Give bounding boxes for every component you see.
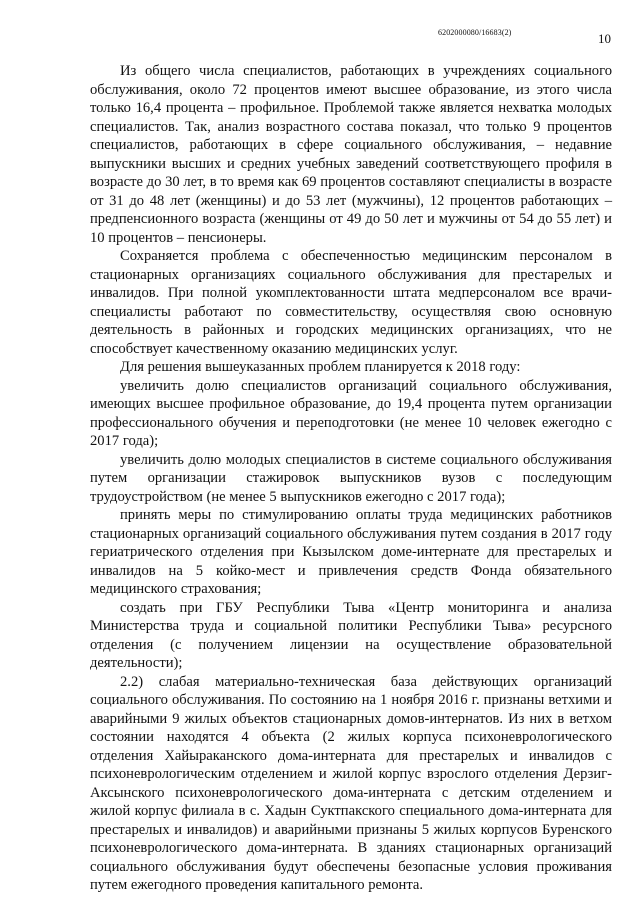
paragraph-material-base: 2.2) слабая материально-техническая база действующих организаций социального обслуживания. По состоянию на 1 ноября 2016 г. признаны ветхими и аварийными 9 жилых объектов стационарных домов-интернатов. Из них в ветхом состоянии находятся 4 объекта (2 жилых корпуса психоневрологического отделения Хайыраканского дома-интерната для престарелых и инвалидов с психоневрологическим отделением и жилой корпус взрослого отделения Дерзиг-Аксынского психоневрологического дома-интерната с детским отделением и жилой корпус филиала в с. Хадын Суктпакского специального дома-интерната для престарелых и инвалидов) и аварийными признаны 5 жилых корпусов Буренского психоневрологического дома-интерната. В зданиях стационарных организаций социального обслуживания будут обеспечены безопасные условия проживания путем ежегодного проведения капитального ремонта. (90, 673, 612, 893)
body-text (90, 62, 612, 895)
document-code: 6202000080/16683(2) (438, 28, 512, 37)
paragraph-plans-intro: Для решения вышеуказанных проблем планируется к 2018 году: (120, 359, 521, 375)
page-number: 10 (598, 31, 611, 46)
paragraph-plan-pay-stimulation: принять меры по стимулированию оплаты труда медицинских работников стационарных организаций социального обслуживания путем создания в 2017 году гериатрического отделения при Кызылском доме-интернате для престарелых и инвалидов на 5 койко-мест и привлечения средств Фонда обязательного медицинского страхования; (90, 507, 612, 597)
paragraph-medical-staff: Сохраняется проблема с обеспеченностью медицинским персоналом в стационарных организациях социального обслуживания для престарелых и инвалидов. При полной укомплектованности штата медперсоналом все врачи-специалисты работают по совместительству, осуществляя свою основную деятельность в районных и городских медицинских организациях, что не способствует качественному оказанию медицинских услуг. (90, 248, 612, 357)
paragraph-plan-young-specialists: увеличить долю молодых специалистов в системе социального обслуживания путем организации стажировок выпускников вузов с последующим трудоустройством (не менее 5 выпускников ежегодно с 2017 года); (90, 451, 612, 505)
paragraph-plan-higher-education: увеличить долю специалистов организаций социального обслуживания, имеющих высшее профильное образование, до 19,4 процента путем организации профессионального обучения и переподготовки (не менее 10 человек ежегодно с 2017 года); (90, 377, 612, 449)
paragraph-plan-resource-department: создать при ГБУ Республики Тыва «Центр мониторинга и анализа Министерства труда и социальной политики Республики Тыва» ресурсного отделения (с получением лицензии на осуществление образовательной деятельности); (90, 599, 612, 671)
paragraph-specialists-education: Из общего числа специалистов, работающих в учреждениях социального обслуживания, около 72 процентов имеют высшее образование, из этого числа только 16,4 процента – профильное. Проблемой также является нехватка молодых специалистов. Так, анализ возрастного состава показал, что только 9 процентов специалистов, работающих в сфере социального обслуживания, – недавние выпускники высших и средних учебных заведений соответствующего профиля в возрасте до 30 лет, в то время как 69 процентов составляют специалисты в возрасте от 31 до 48 лет (женщины) и до 53 лет (мужчины), 12 процентов работающих – предпенсионного возраста (женщины от 49 до 50 лет и мужчины от 54 до 55 лет) и 10 процентов – пенсионеры. (90, 63, 612, 246)
